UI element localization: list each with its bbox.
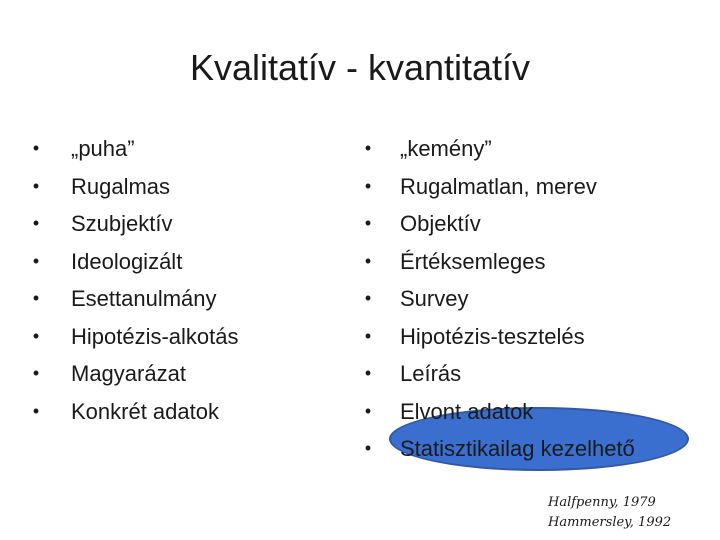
list-item-text: Ideologizált [71,248,183,274]
list-item-text: Konkrét adatok [71,398,219,424]
bullet: • [32,363,40,383]
list-item-text: „puha” [71,136,135,161]
bullet: • [32,400,40,421]
bullet: • [32,325,40,346]
list-item-text: Értéksemleges [400,248,546,274]
bullet: • [364,325,372,346]
bullet: • [32,175,40,196]
list-item-text: Objektív [400,211,481,236]
list-item-text: Magyarázat [71,361,186,386]
bullet: • [364,288,372,308]
slide-title: Kvalitatív - kvantitatív [189,47,531,88]
bullet: • [32,288,40,308]
list-item-text: Rugalmatlan, merev [400,173,597,199]
bullet: • [364,363,372,383]
bullet: • [32,213,40,233]
list-item-text: Hipotézis-alkotás [71,323,239,349]
bullet: • [364,138,372,158]
bullet: • [364,400,372,421]
bullet: • [364,175,372,196]
list-item-text: Leírás [400,361,462,386]
list-item-text: Rugalmas [71,173,171,199]
citation-line: Halfpenny, 1979 [548,495,656,510]
citation-line: Hammersley, 1992 [548,515,672,530]
list-item-text: Survey [400,286,469,311]
bullet: • [32,138,40,158]
list-item-text: Statisztikailag kezelhető [400,436,635,461]
list-item-text: Szubjektív [71,211,173,236]
list-item-text: „kemény” [400,136,492,161]
citation [548,493,671,533]
list-item-text: Esettanulmány [71,286,217,311]
list-item-text: Elvont adatok [400,398,534,424]
bullet: • [364,213,372,233]
bullet: • [364,250,372,271]
bullet: • [364,438,372,458]
list-item-text: Hipotézis-tesztelés [400,323,585,349]
bullet: • [32,250,40,271]
